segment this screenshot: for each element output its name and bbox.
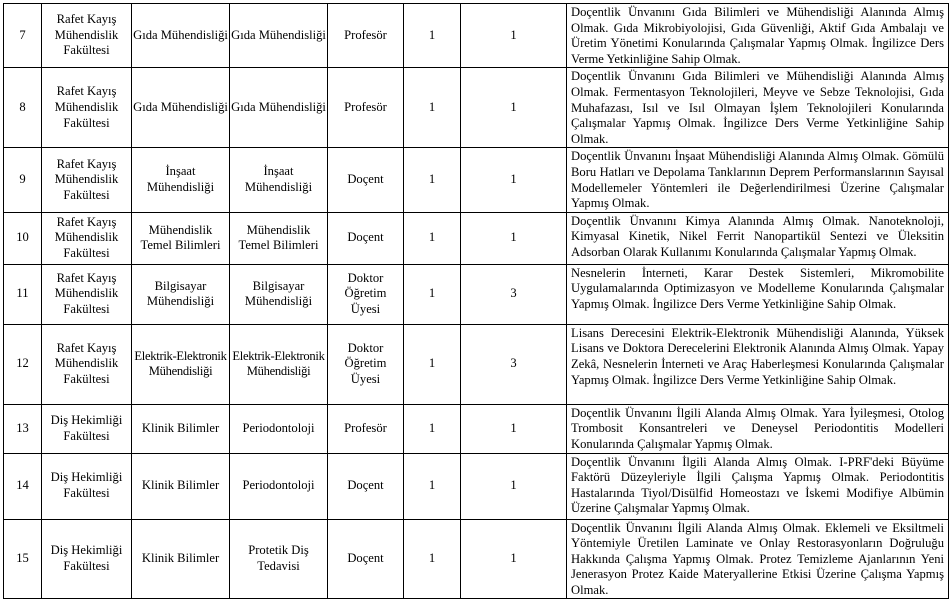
department-cell: Klinik Bilimler [132,453,230,519]
division-cell: Mühendislik Temel Bilimleri [230,212,328,264]
requirements-cell: Doçentlik Ünvanını Gıda Bilimleri ve Mühendisliği Alanında Almış Olmak. Fermentasyon Teknolojileri, Meyve ve Sebze Teknolojisi, Gıda Muhafazası, Isıl ve Isıl Olmayan İşlem Teknolojileri Konularında Çalışmalar Yapmış Olmak. İngilizce Ders Verme Yetkinliğine Sahip Olmak. [567,68,949,148]
requirements-cell: Doçentlik Ünvanını İlgili Alanda Almış Olmak. Eklemeli ve Eksiltmeli Yöntemiyle Üretilen Laminate ve Onlay Restorasyonların Doğruluğu Hakkında Çalışma Yapmış Olmak. Protez Temizleme Ajanlarının Yeni Jenerasyon Protez Kaide Materyallerine Etkisi Üzerine Çalışma Yapmış Olmak. [567,519,949,599]
count-cell: 1 [461,519,567,599]
count-cell: 1 [461,453,567,519]
division-cell: Gıda Mühendisliği [230,4,328,68]
division-cell: Periodontoloji [230,404,328,453]
department-cell: Elektrik-Elektronik Mühendisliği [132,324,230,404]
faculty-cell: Diş Hekimliği Fakültesi [42,519,132,599]
faculty-cell: Rafet Kayış Mühendislik Fakültesi [42,4,132,68]
row-number: 12 [4,324,42,404]
requirements-cell: Nesnelerin İnterneti, Karar Destek Sistemleri, Mikromobilite Uygulamalarında Optimizasyon ve Modelleme Konularında Çalışmalar Yapmış Olmak. İngilizce Ders Verme Yetkinliğine Sahip Olmak. [567,264,949,324]
title-cell: Doçent [328,212,404,264]
title-cell: Doktor Öğretim Üyesi [328,264,404,324]
count-cell: 3 [461,324,567,404]
row-number: 7 [4,4,42,68]
title-cell: Doçent [328,519,404,599]
row-number: 8 [4,68,42,148]
department-cell: İnşaat Mühendisliği [132,148,230,212]
requirements-cell: Doçentlik Ünvanını İnşaat Mühendisliği Alanında Almış Olmak. Gömülü Boru Hatları ve Depolama Tanklarının Deprem Performanslarının Sayısal Modellemeler Yöntemleri ile Değerlendirilmesi Üzerine Çalışmalar Yapmış Olmak. [567,148,949,212]
division-cell: Elektrik-Elektronik Mühendisliği [230,324,328,404]
count-cell: 1 [461,212,567,264]
degree-cell: 1 [404,324,461,404]
degree-cell: 1 [404,519,461,599]
title-cell: Doçent [328,148,404,212]
faculty-cell: Rafet Kayış Mühendislik Fakültesi [42,68,132,148]
title-cell: Profesör [328,4,404,68]
division-cell: Bilgisayar Mühendisliği [230,264,328,324]
table-row [4,212,949,264]
department-cell: Klinik Bilimler [132,519,230,599]
row-number: 10 [4,212,42,264]
degree-cell: 1 [404,404,461,453]
table-row [4,264,949,324]
faculty-cell: Rafet Kayış Mühendislik Fakültesi [42,148,132,212]
department-cell: Gıda Mühendisliği [132,68,230,148]
title-cell: Doktor Öğretim Üyesi [328,324,404,404]
division-cell: Protetik Diş Tedavisi [230,519,328,599]
faculty-cell: Diş Hekimliği Fakültesi [42,404,132,453]
table-row [4,404,949,453]
title-cell: Profesör [328,404,404,453]
division-cell: İnşaat Mühendisliği [230,148,328,212]
title-cell: Profesör [328,68,404,148]
count-cell: 1 [461,4,567,68]
row-number: 9 [4,148,42,212]
faculty-cell: Rafet Kayış Mühendislik Fakültesi [42,212,132,264]
count-cell: 1 [461,68,567,148]
department-cell: Mühendislik Temel Bilimleri [132,212,230,264]
department-cell: Klinik Bilimler [132,404,230,453]
table-row [4,148,949,212]
department-cell: Bilgisayar Mühendisliği [132,264,230,324]
table-row [4,324,949,404]
degree-cell: 1 [404,212,461,264]
division-cell: Gıda Mühendisliği [230,68,328,148]
requirements-cell: Doçentlik Ünvanını Gıda Bilimleri ve Mühendisliği Alanında Almış Olmak. Gıda Mikrobiyolojisi, Gıda Güvenliği, Aktif Gıda Ambalajı ve Üretim Yönetimi Konularında Çalışmalar Yapmış Olmak. İngilizce Ders Verme Yetkinliğine Sahip Olmak. [567,4,949,68]
count-cell: 1 [461,404,567,453]
row-number: 15 [4,519,42,599]
degree-cell: 1 [404,4,461,68]
faculty-cell: Rafet Kayış Mühendislik Fakültesi [42,264,132,324]
row-number: 11 [4,264,42,324]
degree-cell: 1 [404,453,461,519]
degree-cell: 1 [404,148,461,212]
staff-position-table [3,3,949,599]
table-row [4,4,949,68]
degree-cell: 1 [404,68,461,148]
count-cell: 1 [461,148,567,212]
requirements-cell: Doçentlik Ünvanını İlgili Alanda Almış Olmak. I-PRF'deki Büyüme Faktörü Düzeyleriyle İlgili Çalışma Yapmış Olmak. Periodontitis Hastalarında Tiyol/Disülfid Homeostazı ve İskemi Modifiye Albümin Üzerine Çalışmalar Yapmış Olmak. [567,453,949,519]
row-number: 13 [4,404,42,453]
table-row [4,519,949,599]
row-number: 14 [4,453,42,519]
requirements-cell: Doçentlik Ünvanını İlgili Alanda Almış Olmak. Yara İyileşmesi, Otolog Trombosit Konsantreleri ve Deneysel Periodontitis Modelleri Konularında Çalışmalar Yapmış Olmak. [567,404,949,453]
department-cell: Gıda Mühendisliği [132,4,230,68]
count-cell: 3 [461,264,567,324]
table-row [4,453,949,519]
requirements-cell: Doçentlik Ünvanını Kimya Alanında Almış Olmak. Nanoteknoloji, Kimyasal Kinetik, Nikel Ferrit Nanopartikül Sentezi ve Üleksitin Adsorban Olarak Kullanımı Konularında Çalışmalar Yapmış Olmak. [567,212,949,264]
faculty-cell: Diş Hekimliği Fakültesi [42,453,132,519]
requirements-cell: Lisans Derecesini Elektrik-Elektronik Mühendisliği Alanında, Yüksek Lisans ve Doktora Derecelerini Elektronik Alanında Almış Olmak. Yapay Zekâ, Nesnelerin İnterneti ve Araç Haberleşmesi Konularında Çalışmalar Yapmış Olmak. İngilizce Ders Verme Yetkinliğine Sahip Olmak. [567,324,949,404]
table-row [4,68,949,148]
faculty-cell: Rafet Kayış Mühendislik Fakültesi [42,324,132,404]
title-cell: Doçent [328,453,404,519]
degree-cell: 1 [404,264,461,324]
division-cell: Periodontoloji [230,453,328,519]
